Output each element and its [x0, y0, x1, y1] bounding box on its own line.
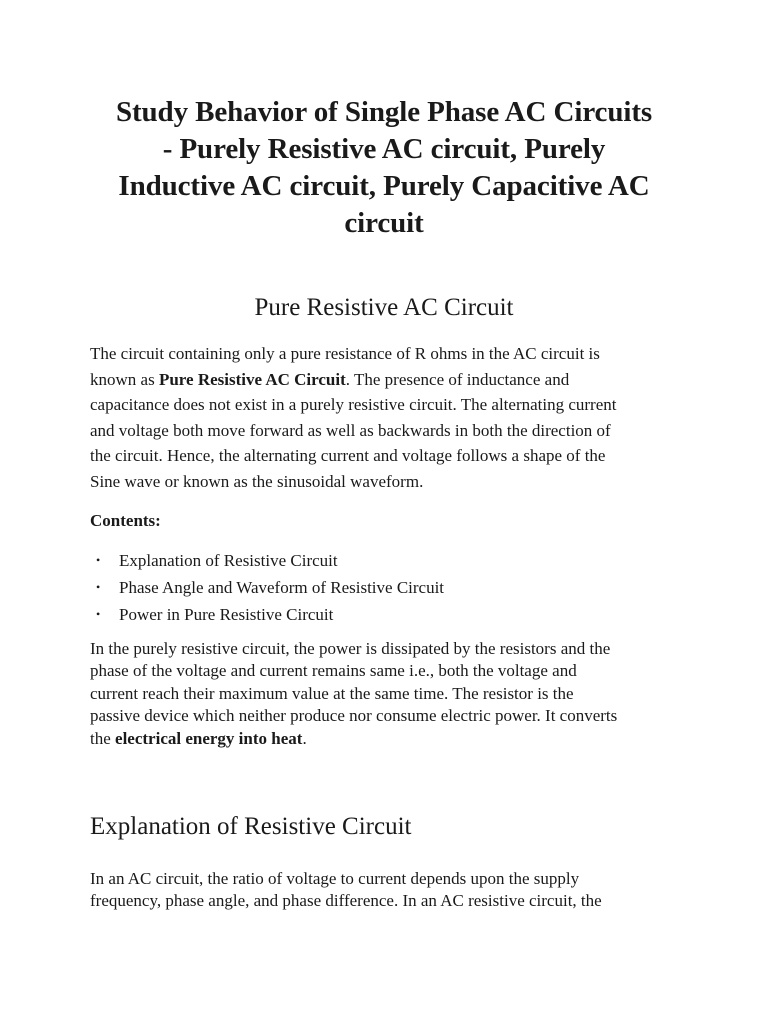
contents-item[interactable] — [90, 601, 444, 628]
paragraph-line — [90, 728, 685, 750]
paragraph-line: phase of the voltage and current remains same i.e., both the voltage and — [90, 661, 577, 681]
paragraph-line: In an AC circuit, the ratio of voltage to current depends upon the supply — [90, 869, 580, 888]
bullet-icon: • — [96, 580, 101, 594]
text-run: known as — [90, 369, 159, 389]
intro-paragraph — [90, 341, 680, 494]
contents-list — [90, 547, 444, 628]
section-heading-pure-resistive: Pure Resistive AC Circuit — [254, 294, 514, 321]
title-line: Inductive AC circuit, Purely Capacitive AC — [118, 170, 650, 202]
paragraph-line: the circuit. Hence, the alternating current and voltage follows a shape of the — [90, 446, 606, 465]
text-run: . The presence of inductance and — [345, 369, 570, 389]
contents-item[interactable] — [90, 547, 444, 574]
title-line: Study Behavior of Single Phase AC Circuits — [115, 96, 653, 128]
paragraph-line — [90, 367, 680, 393]
contents-label: Contents: — [90, 511, 161, 530]
contents-item[interactable] — [90, 574, 444, 601]
paragraph-line: Sine wave or known as the sinusoidal waveform. — [90, 471, 424, 491]
bullet-icon: • — [96, 607, 101, 621]
paragraph-line: capacitance does not exist in a purely resistive circuit. The alternating current — [90, 395, 617, 414]
document-title — [60, 94, 708, 242]
text-run: . — [302, 728, 307, 748]
power-paragraph — [90, 638, 685, 750]
paragraph-line: frequency, phase angle, and phase difference. In an AC resistive circuit, the — [90, 891, 602, 911]
paragraph-line: and voltage both move forward as well as backwards in both the direction of — [90, 420, 611, 440]
paragraph-line: current reach their maximum value at the same time. The resistor is the — [90, 683, 574, 703]
bullet-icon: • — [96, 553, 101, 567]
text-run: the — [90, 728, 116, 748]
bold-term: electrical energy into heat — [115, 728, 303, 748]
section-heading-explanation: Explanation of Resistive Circuit — [90, 813, 412, 840]
title-line: circuit — [344, 207, 424, 239]
paragraph-line: In the purely resistive circuit, the power is dissipated by the resistors and the — [90, 639, 611, 658]
contents-item-label: Power in Pure Resistive Circuit — [119, 605, 334, 624]
bold-term: Pure Resistive AC Circuit — [158, 369, 346, 389]
contents-item-label: Phase Angle and Waveform of Resistive Circuit — [119, 578, 445, 597]
title-line: - Purely Resistive AC circuit, Purely — [162, 133, 606, 165]
contents-item-label: Explanation of Resistive Circuit — [119, 551, 338, 570]
explanation-paragraph — [90, 868, 685, 913]
paragraph-line: passive device which neither produce nor consume electric power. It converts — [90, 706, 618, 726]
paragraph-line: The circuit containing only a pure resistance of R ohms in the AC circuit is — [90, 344, 600, 363]
